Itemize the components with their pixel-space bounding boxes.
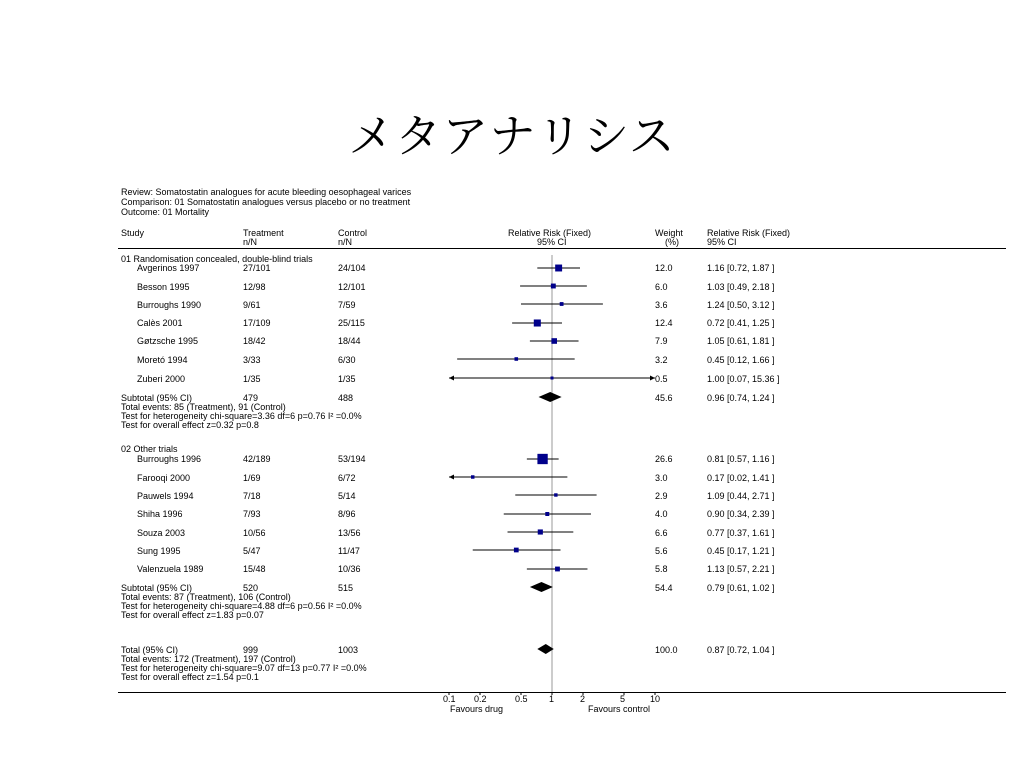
overall-effect-note: Test for overall effect z=1.83 p=0.07 — [121, 610, 264, 620]
rr-ci-value: 0.81 [0.57, 1.16 ] — [707, 454, 775, 464]
rr-ci-value: 0.79 [0.61, 1.02 ] — [707, 583, 775, 593]
point-estimate-square — [551, 284, 556, 289]
point-estimate-square — [545, 512, 549, 516]
control-value: 515 — [338, 583, 354, 593]
control-value: 10/36 — [338, 564, 361, 574]
col-rr-plot: Relative Risk (Fixed) — [508, 228, 592, 238]
treatment-value: 9/61 — [243, 300, 261, 310]
col-rr-value-ci: 95% CI — [707, 237, 737, 247]
study-name: Valenzuela 1989 — [137, 564, 204, 574]
control-value: 7/59 — [338, 300, 356, 310]
weight-value: 5.8 — [655, 564, 668, 574]
control-value: 53/194 — [338, 454, 366, 464]
control-value: 1/35 — [338, 374, 356, 384]
outcome-line: Outcome: 01 Mortality — [121, 207, 210, 217]
rr-ci-value: 0.17 [0.02, 1.41 ] — [707, 473, 775, 483]
tick-label: 0.2 — [474, 694, 487, 704]
pooled-diamond — [530, 582, 553, 592]
treatment-value: 12/98 — [243, 282, 266, 292]
point-estimate-square — [551, 377, 554, 380]
treatment-value: 18/42 — [243, 336, 266, 346]
point-estimate-square — [560, 302, 564, 306]
weight-value: 26.6 — [655, 454, 673, 464]
study-name: Farooqi 2000 — [137, 473, 191, 483]
control-value: 11/47 — [338, 546, 360, 556]
rr-ci-value: 0.87 [0.72, 1.04 ] — [707, 645, 775, 655]
tick-label: 2 — [580, 694, 586, 704]
point-estimate-square — [538, 529, 543, 534]
treatment-value: 5/47 — [243, 546, 261, 556]
rr-ci-value: 1.05 [0.61, 1.81 ] — [707, 336, 775, 346]
weight-value: 5.6 — [655, 546, 668, 556]
rr-ci-value: 0.45 [0.12, 1.66 ] — [707, 355, 775, 365]
weight-value: 7.9 — [655, 336, 668, 346]
ci-arrow-right — [650, 376, 655, 381]
tick-label: 0.5 — [515, 694, 528, 704]
weight-value: 6.0 — [655, 282, 668, 292]
slide-title: メタアナリシス — [348, 109, 676, 163]
point-estimate-square — [555, 567, 560, 572]
weight-value: 12.0 — [655, 263, 673, 273]
weight-value: 54.4 — [655, 583, 673, 593]
rr-ci-value: 1.16 [0.72, 1.87 ] — [707, 263, 775, 273]
rr-ci-value: 0.45 [0.17, 1.21 ] — [707, 546, 775, 556]
overall-effect-note: Test for overall effect z=1.54 p=0.1 — [121, 672, 259, 682]
col-study: Study — [121, 228, 145, 238]
favours-drug-label: Favours drug — [450, 704, 504, 714]
weight-value: 12.4 — [655, 318, 673, 328]
study-name: Avgerinos 1997 — [137, 263, 200, 273]
point-estimate-square — [514, 357, 518, 361]
tick-label: 5 — [620, 694, 626, 704]
treatment-value: 7/93 — [243, 509, 261, 519]
pooled-diamond — [537, 644, 553, 654]
weight-value: 4.0 — [655, 509, 668, 519]
group-title: 02 Other trials — [121, 444, 178, 454]
control-value: 18/44 — [338, 336, 361, 346]
weight-value: 3.0 — [655, 473, 668, 483]
control-value: 5/14 — [338, 491, 356, 501]
favours-control-label: Favours control — [588, 704, 651, 714]
control-value: 12/101 — [338, 282, 366, 292]
weight-value: 6.6 — [655, 528, 668, 538]
rr-ci-value: 1.13 [0.57, 2.21 ] — [707, 564, 775, 574]
point-estimate-square — [514, 548, 519, 553]
control-value: 6/72 — [338, 473, 356, 483]
col-control: Control — [338, 228, 368, 238]
treatment-value: 520 — [243, 583, 259, 593]
subtotal-label: Subtotal (95% CI) — [121, 393, 193, 403]
ci-arrow-left — [449, 376, 454, 381]
events-note: Total events: 172 (Treatment), 197 (Control) — [121, 654, 296, 664]
control-value: 8/96 — [338, 509, 356, 519]
heterogeneity-note: Test for heterogeneity chi-square=4.88 df=6 p=0.56 I² =0.0% — [121, 601, 362, 611]
treatment-value: 3/33 — [243, 355, 261, 365]
treatment-value: 42/189 — [243, 454, 271, 464]
rr-ci-value: 1.09 [0.44, 2.71 ] — [707, 491, 775, 501]
treatment-value: 1/69 — [243, 473, 261, 483]
study-name: Calès 2001 — [137, 318, 183, 328]
treatment-value: 1/35 — [243, 374, 261, 384]
treatment-value: 999 — [243, 645, 259, 655]
weight-value: 3.2 — [655, 355, 668, 365]
tick-label: 10 — [650, 694, 661, 704]
col-weight-unit: (%) — [665, 237, 679, 247]
point-estimate-square — [551, 338, 557, 344]
heterogeneity-note: Test for heterogeneity chi-square=3.36 df=6 p=0.76 I² =0.0% — [121, 411, 362, 421]
point-estimate-square — [554, 493, 557, 496]
study-name: Besson 1995 — [137, 282, 190, 292]
treatment-value: 15/48 — [243, 564, 266, 574]
col-treatment: Treatment — [243, 228, 284, 238]
events-note: Total events: 87 (Treatment), 106 (Control) — [121, 592, 291, 602]
treatment-value: 479 — [243, 393, 259, 403]
weight-value: 0.5 — [655, 374, 668, 384]
study-name: Souza 2003 — [137, 528, 186, 538]
comparison-line: Comparison: 01 Somatostatin analogues versus placebo or no treatment — [121, 197, 411, 207]
ci-arrow-left — [449, 475, 454, 480]
total-label: Total (95% CI) — [121, 645, 179, 655]
subtotal-label: Subtotal (95% CI) — [121, 583, 193, 593]
study-name: Shiha 1996 — [137, 509, 183, 519]
review-line: Review: Somatostatin analogues for acute bleeding oesophageal varices — [121, 187, 412, 197]
col-weight: Weight — [655, 228, 683, 238]
control-value: 1003 — [338, 645, 359, 655]
study-name: Burroughs 1990 — [137, 300, 202, 310]
tick-label: 1 — [549, 694, 555, 704]
overall-effect-note: Test for overall effect z=0.32 p=0.8 — [121, 420, 259, 430]
weight-value: 2.9 — [655, 491, 668, 501]
control-value: 24/104 — [338, 263, 366, 273]
rr-ci-value: 1.00 [0.07, 15.36 ] — [707, 374, 780, 384]
study-name: Gøtzsche 1995 — [137, 336, 199, 346]
heterogeneity-note: Test for heterogeneity chi-square=9.07 df=13 p=0.77 I² =0.0% — [121, 663, 367, 673]
col-control-unit: n/N — [338, 237, 353, 247]
control-value: 488 — [338, 393, 354, 403]
control-value: 13/56 — [338, 528, 361, 538]
col-rr-value: Relative Risk (Fixed) — [707, 228, 791, 238]
control-value: 6/30 — [338, 355, 356, 365]
events-note: Total events: 85 (Treatment), 91 (Control) — [121, 402, 286, 412]
point-estimate-square — [471, 475, 474, 478]
col-treatment-unit: n/N — [243, 237, 258, 247]
treatment-value: 10/56 — [243, 528, 266, 538]
treatment-value: 7/18 — [243, 491, 261, 501]
weight-value: 100.0 — [655, 645, 678, 655]
pooled-diamond — [539, 392, 562, 402]
study-name: Pauwels 1994 — [137, 491, 194, 501]
point-estimate-square — [534, 319, 541, 326]
rr-ci-value: 0.77 [0.37, 1.61 ] — [707, 528, 775, 538]
rr-ci-value: 0.90 [0.34, 2.39 ] — [707, 509, 775, 519]
study-name: Moretó 1994 — [137, 355, 188, 365]
study-name: Burroughs 1996 — [137, 454, 202, 464]
study-name: Sung 1995 — [137, 546, 181, 556]
group-title: 01 Randomisation concealed, double-blind trials — [121, 254, 313, 264]
weight-value: 45.6 — [655, 393, 673, 403]
rr-ci-value: 0.96 [0.74, 1.24 ] — [707, 393, 775, 403]
treatment-value: 27/101 — [243, 263, 271, 273]
col-rr-plot-ci: 95% CI — [537, 237, 567, 247]
control-value: 25/115 — [338, 318, 365, 328]
point-estimate-square — [537, 454, 547, 464]
point-estimate-square — [555, 265, 562, 272]
rr-ci-value: 1.24 [0.50, 3.12 ] — [707, 300, 775, 310]
tick-label: 0.1 — [443, 694, 456, 704]
treatment-value: 17/109 — [243, 318, 271, 328]
weight-value: 3.6 — [655, 300, 668, 310]
rr-ci-value: 1.03 [0.49, 2.18 ] — [707, 282, 775, 292]
rr-ci-value: 0.72 [0.41, 1.25 ] — [707, 318, 775, 328]
study-name: Zuberi 2000 — [137, 374, 186, 384]
